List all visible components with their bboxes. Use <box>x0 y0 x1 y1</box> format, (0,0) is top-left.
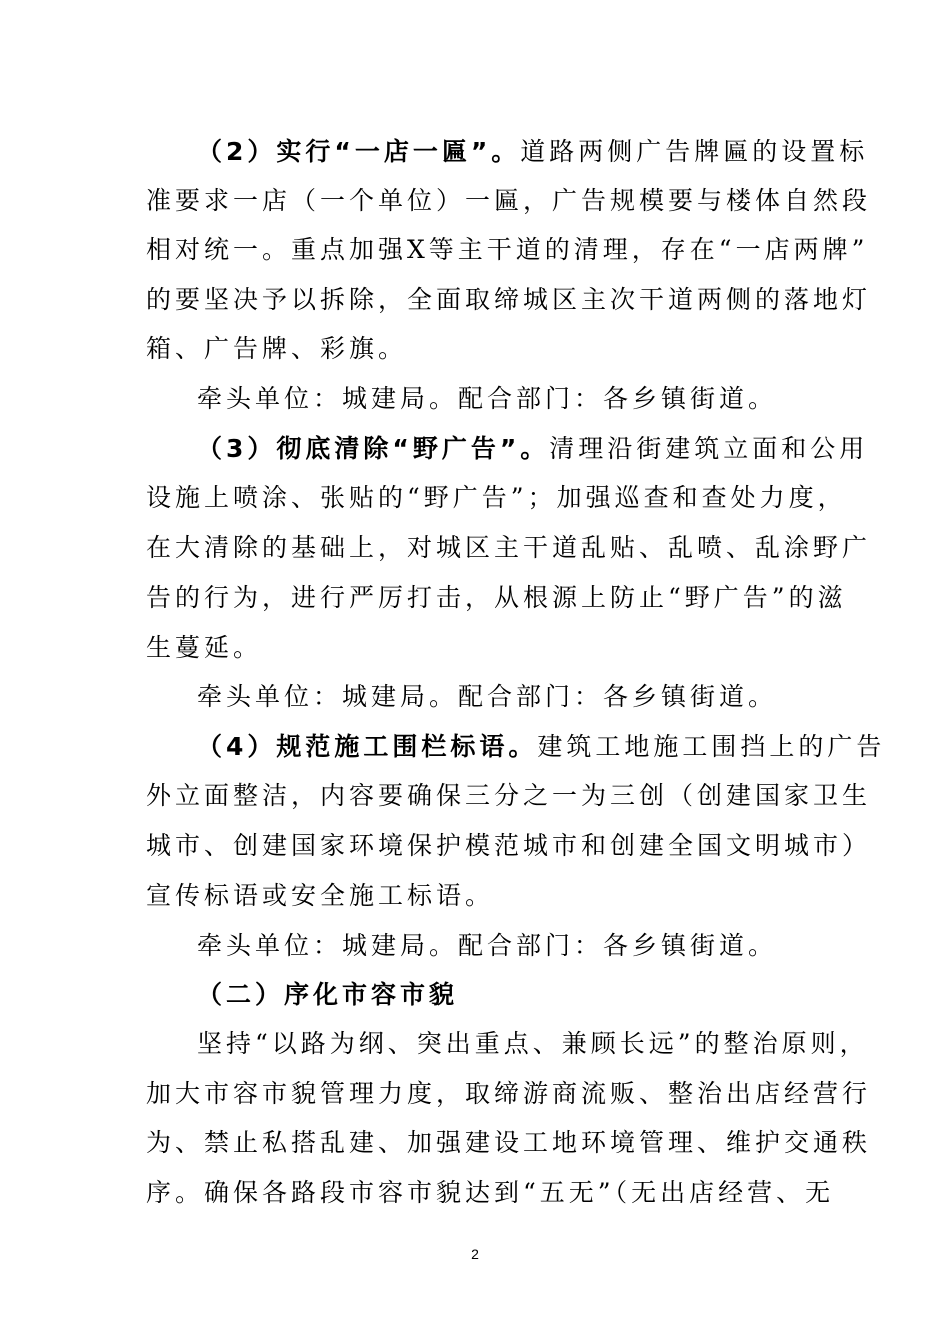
lead-unit-line: 牵头单位：城建局。配合部门：各乡镇街道。 <box>197 682 778 711</box>
paragraph-line: 告的行为，进行严厉打击，从根源上防止“野广告”的滋 <box>146 583 847 612</box>
paragraph-line: 为、禁止私搭乱建、加强建设工地环境管理、维护交通秩 <box>146 1128 872 1157</box>
paragraph-line: 设施上喷涂、张贴的“野广告”；加强巡查和查处力度， <box>146 483 847 512</box>
paragraph-line: 坚持“以路为纲、突出重点、兼顾长远”的整治原则， <box>197 1029 869 1058</box>
paragraph-line: 生蔓延。 <box>146 633 263 662</box>
paragraph-heading: （3）彻底清除“野广告”。 <box>197 434 550 463</box>
lead-unit-line: 牵头单位：城建局。配合部门：各乡镇街道。 <box>197 384 778 413</box>
paragraph-line: （3）彻底清除“野广告”。清理沿街建筑立面和公用 <box>197 434 869 463</box>
paragraph-line: 城市、创建国家环境保护模范城市和创建全国文明城市） <box>146 831 872 860</box>
section-heading: （二）序化市容市貌 <box>197 980 459 1009</box>
lead-unit-line: 牵头单位：城建局。配合部门：各乡镇街道。 <box>197 931 778 960</box>
page-number: 2 <box>471 1246 479 1262</box>
paragraph-line: 宣传标语或安全施工标语。 <box>146 881 495 910</box>
paragraph-line: 箱、广告牌、彩旗。 <box>146 334 408 363</box>
paragraph-heading: （4）规范施工围栏标语。 <box>197 732 538 761</box>
paragraph-line: 加大市容市貌管理力度，取缔游商流贩、整治出店经营行 <box>146 1079 872 1108</box>
paragraph-line: 外立面整洁，内容要确保三分之一为三创（创建国家卫生 <box>146 781 872 810</box>
paragraph-line: 相对统一。重点加强X等主干道的清理，存在“一店两牌” <box>146 235 869 264</box>
paragraph-line: （2）实行“一店一匾”。道路两侧广告牌匾的设置标 <box>197 137 869 166</box>
paragraph-line: 在大清除的基础上，对城区主干道乱贴、乱喷、乱涂野广 <box>146 533 872 562</box>
paragraph-line: 的要坚决予以拆除，全面取缔城区主次干道两侧的落地灯 <box>146 285 872 314</box>
paragraph-line: （4）规范施工围栏标语。建筑工地施工围挡上的广告 <box>197 732 886 761</box>
paragraph-heading: （2）实行“一店一匾”。 <box>197 137 521 166</box>
paragraph-line: 准要求一店（一个单位）一匾，广告规模要与楼体自然段 <box>146 186 872 215</box>
paragraph-line: 序。确保各路段市容市貌达到“五无”（无出店经营、无 <box>146 1178 835 1207</box>
